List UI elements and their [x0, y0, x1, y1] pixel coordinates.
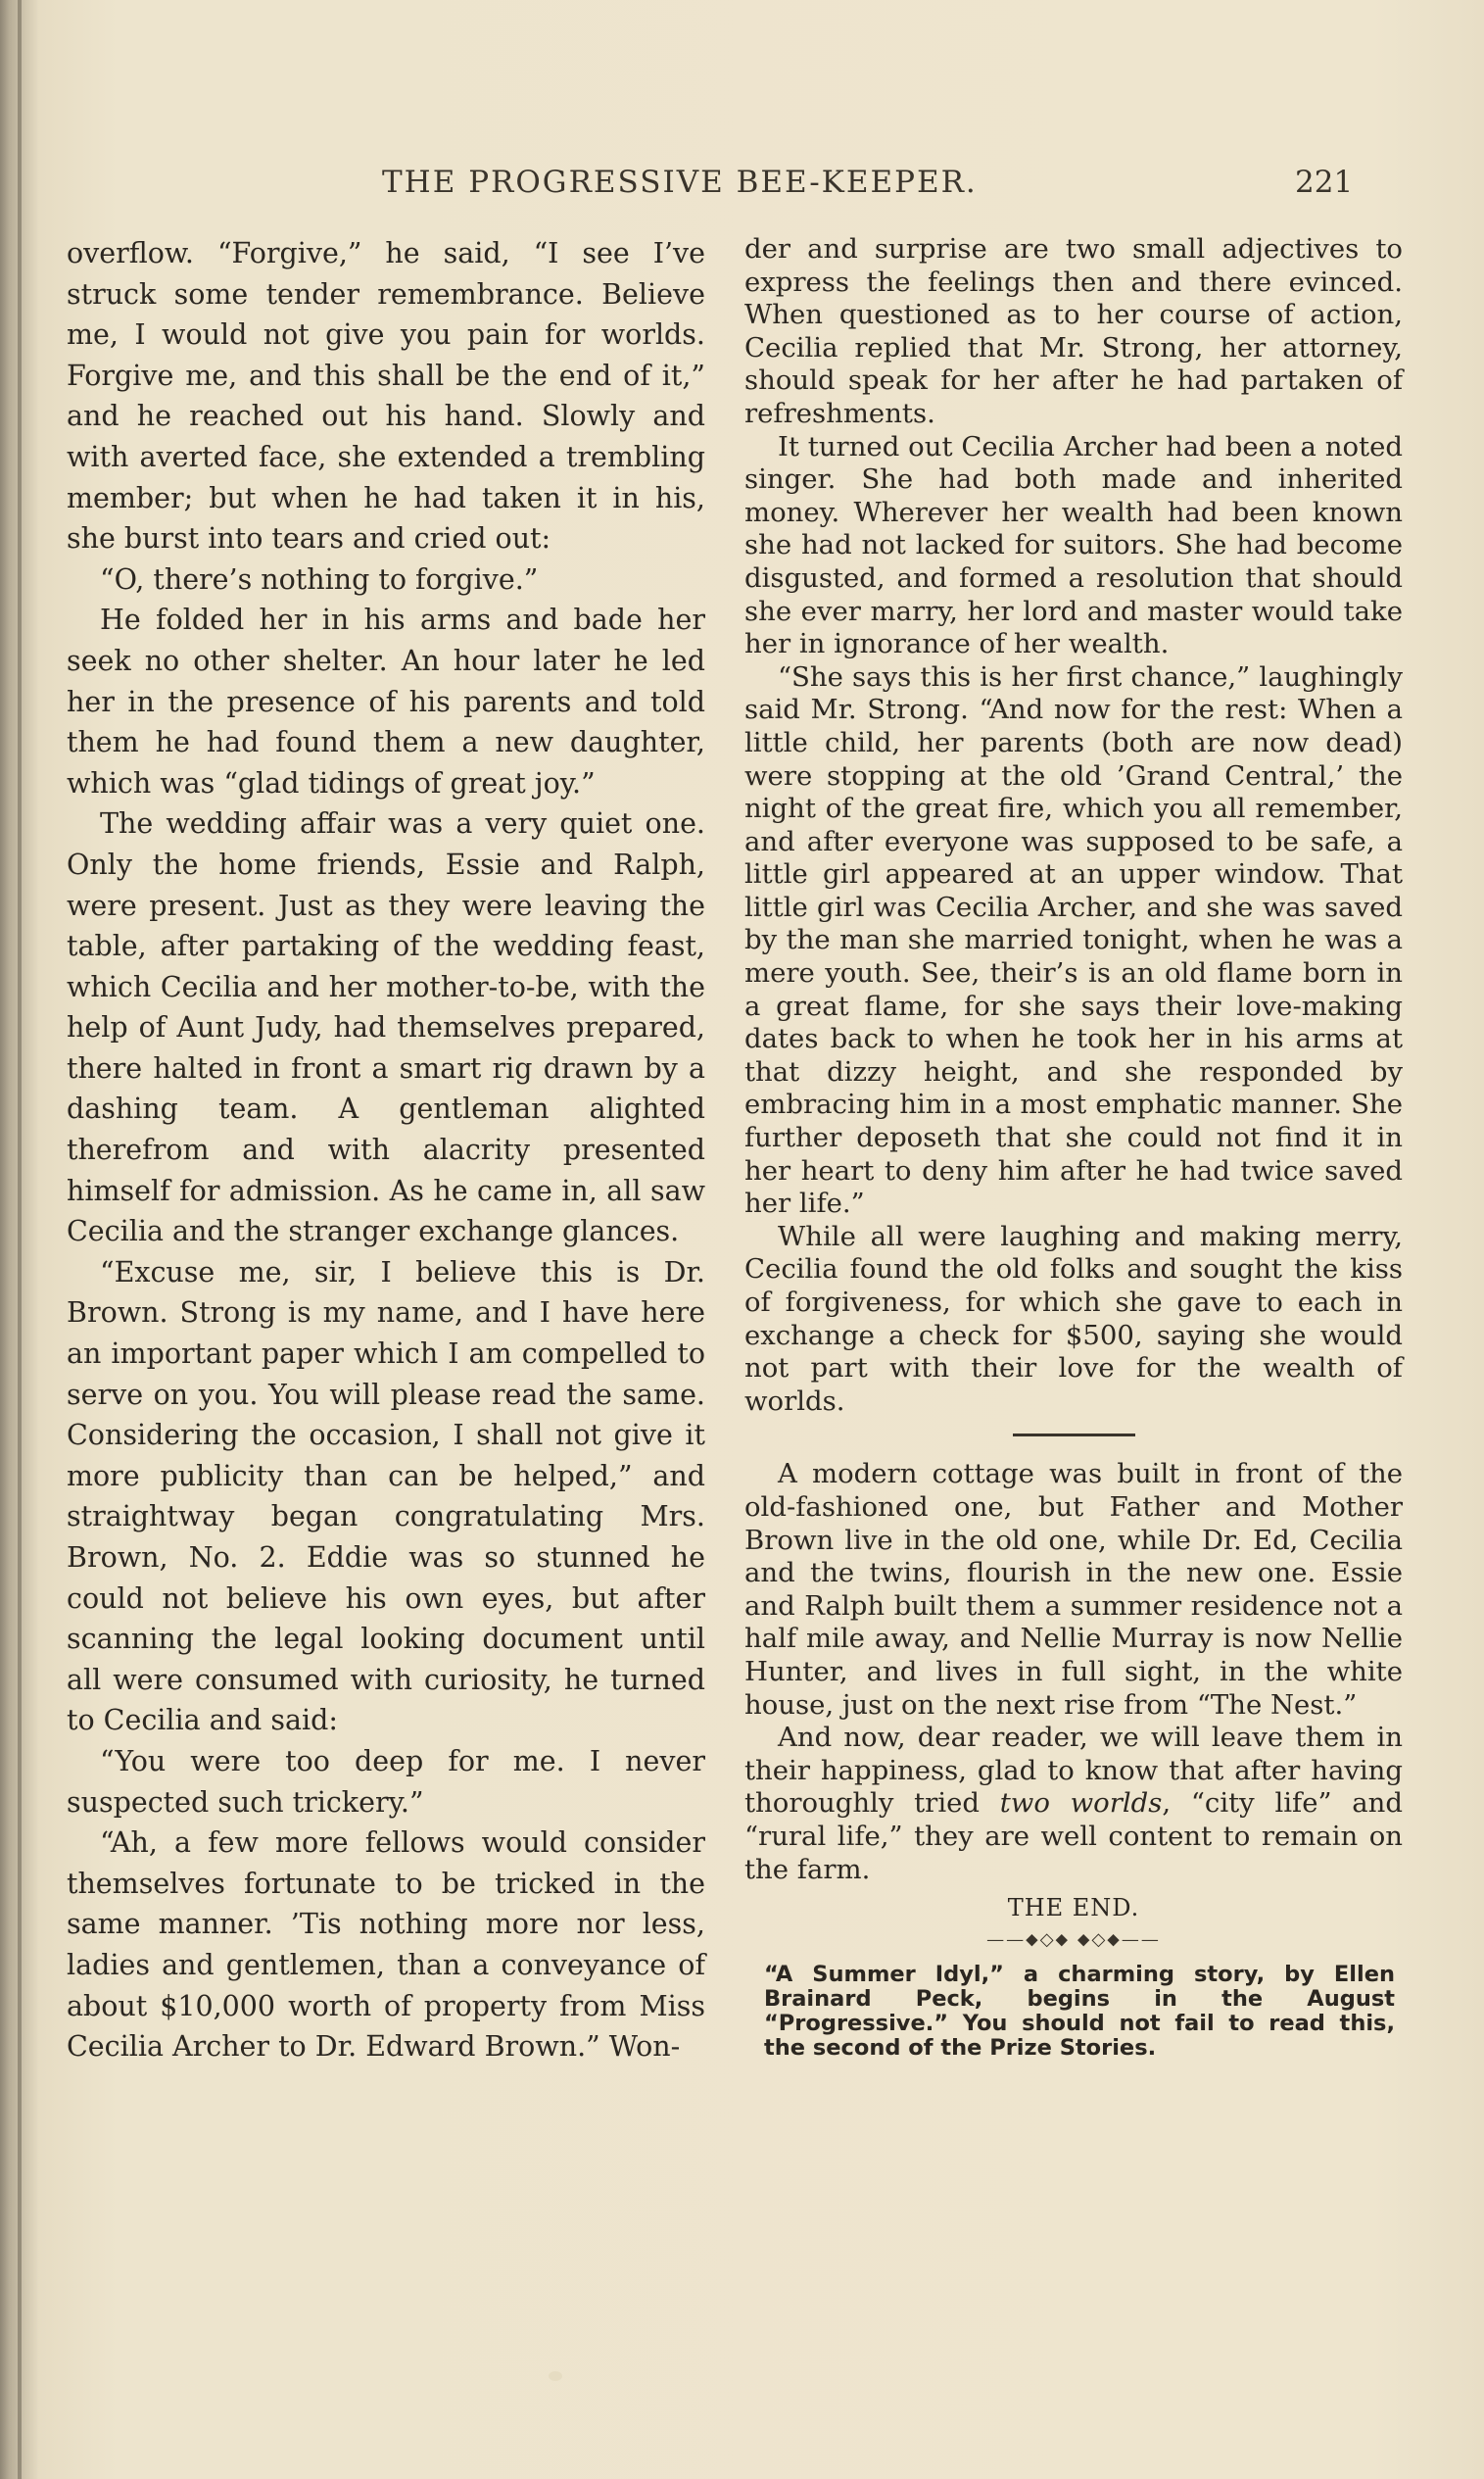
italic-phrase: two worlds — [999, 1787, 1163, 1820]
page-number: 221 — [1295, 165, 1354, 200]
paragraph: While all were laughing and making merry, Cecilia found the old folks and sought the kiss of forgiveness, for which she gave to each in exchange a check for $500, saying she would not part with their love for the wealth of worlds. — [744, 1220, 1403, 1417]
paragraph: A modern cottage was built in front of the old-fashioned one, but Father and Mother Brown live in the old one, while Dr. Ed, Cecilia and the twins, flourish in the new one. Essie and Ralph built them a summer residence not a half mile away, and Nellie Murray is now Nellie Hunter, and lives in full sight, in the white house, just on the next rise from “The Nest.” — [744, 1458, 1403, 1721]
paper-speck — [549, 2371, 562, 2381]
paragraph: “She says this is her first chance,” laughingly said Mr. Strong. “And now for the rest: When a little child, her parents (both are now dead) were stopping at the old ’Grand Central,’ the night of the great fire, which you all remember, and after everyone was supposed to be safe, a little girl appeared at an upper window. That little girl was Cecilia Archer, and she was saved by the man she married tonight, when he was a mere youth. See, their’s is an old flame born in a great flame, for she says their love-making dates back to when he took her in his arms at that dizzy height, and she responded by embracing him in a most emphatic manner. She further deposeth that she could not find it in her heart to deny him after he had twice saved her life.” — [744, 660, 1403, 1220]
closing-paragraph — [744, 1722, 1403, 1886]
paragraph: “Excuse me, sir, I believe this is Dr. Brown. Strong is my name, and I have here an important paper which I am compelled to serve on you. You will please read the same. Considering the occasion, I shall not give it more publicity than can be helped,” and straightway began congratulating Mrs. Brown, No. 2. Eddie was so stunned he could not believe his own eyes, but after scanning the legal looking document until all were consumed with curiosity, he turned to Cecilia and said: — [67, 1255, 705, 1737]
paragraph: der and surprise are two small adjectives to express the feelings then and there evinced. When questioned as to her course of action, Cecilia replied that Mr. Strong, her attorney, should speak for her after he had partaken of refreshments. — [744, 233, 1403, 429]
closing-text: , “city life” and “rural life,” they are well content to remain on the farm. — [744, 1787, 1403, 1885]
running-title: THE PROGRESSIVE BEE-KEEPER. — [382, 165, 978, 200]
paragraph: “Ah, a few more fellows would consider themselves fortunate to be tricked in the same manner. ’Tis nothing more nor less, ladies and gentlemen, than a conveyance of about $10,000 worth of property from Miss Cecilia Archer to Dr. Edward Brown.” Won- — [67, 1826, 705, 2064]
ornament-divider: ——⬥◇⬥ ⬥◇⬥—— — [986, 1928, 1161, 1950]
section-divider — [1013, 1434, 1135, 1436]
paragraph: overflow. “Forgive,” he said, “I see I’ve struck some tender remembrance. Believe me, I would not give you pain for worlds. Forgive me, and this shall be the end of it,” and he reached out his hand. Slowly and with averted face, she extended a trembling member; but when he had taken it in his, she burst into tears and cried out: — [67, 237, 705, 556]
the-end-heading: THE END. — [1007, 1894, 1140, 1922]
paragraph: “You were too deep for me. I never suspected such trickery.” — [67, 1744, 705, 1819]
binding-gutter — [18, 0, 22, 2479]
right-column — [744, 233, 1403, 2061]
story-announcement: “A Summer Idyl,” a charming story, by Ellen Brainard Peck, begins in the August “Progressive.” You should not fail to read this, the second of the Prize Stories. — [764, 1961, 1395, 2061]
paragraph: “O, there’s nothing to forgive.” — [100, 562, 539, 596]
paragraph: He folded her in his arms and bade her seek no other shelter. An hour later he led her in the presence of his parents and told them he had found them a new daughter, which was “glad tidings of great joy.” — [67, 604, 705, 800]
closing-text: And now, dear reader, we will leave them in their happiness, glad to know that after having thoroughly tried — [744, 1722, 1403, 1820]
page-header — [59, 165, 1430, 208]
left-column — [67, 233, 705, 2067]
paragraph: It turned out Cecilia Archer had been a noted singer. She had both made and inherited money. Wherever her wealth had been known she had not lacked for suitors. She had become disgusted, and formed a resolution that should she ever marry, her lord and master would take her in ignorance of her wealth. — [744, 430, 1403, 660]
paragraph: The wedding affair was a very quiet one. Only the home friends, Essie and Ralph, were present. Just as they were leaving the table, after partaking of the wedding feast, which Cecilia and her mother-to-be, with the help of Aunt Judy, had themselves prepared, there halted in front a smart rig drawn by a dashing team. A gentleman alighted therefrom and with alacrity presented himself for admission. As he came in, all saw Cecilia and the stranger exchange glances. — [67, 807, 705, 1248]
